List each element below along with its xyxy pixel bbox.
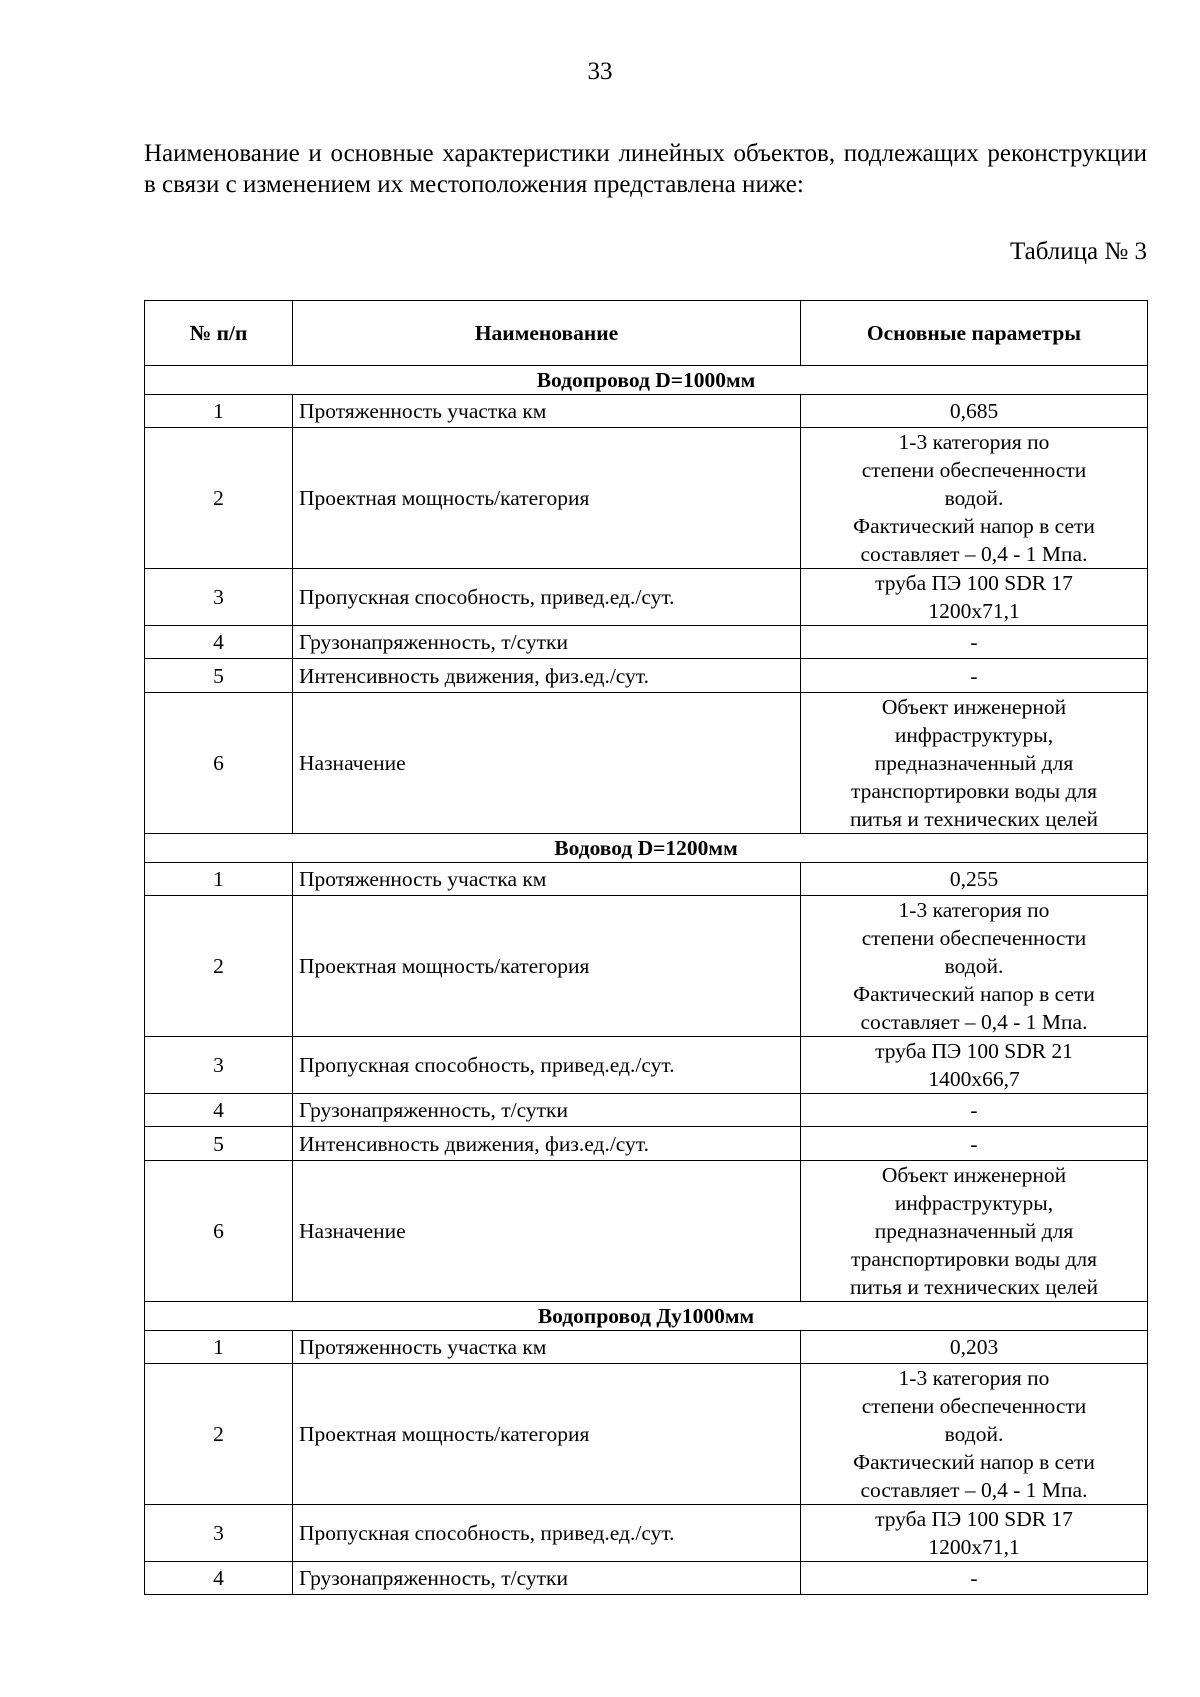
param-line: Фактический напор в сети: [853, 1450, 1095, 1474]
row-name: Пропускная способность, привед.ед./сут.: [293, 1037, 801, 1094]
param-line: Объект инженерной: [881, 1163, 1067, 1187]
row-params: [801, 896, 1148, 1037]
row-name: Проектная мощность/категория: [293, 896, 801, 1037]
param-line: инфраструктуры,: [894, 723, 1054, 747]
row-params: [801, 395, 1148, 428]
param-line: транспортировки воды для: [850, 1247, 1098, 1271]
row-params: [801, 863, 1148, 896]
characteristics-table: [144, 300, 1148, 1595]
row-name: Протяженность участка км: [293, 395, 801, 428]
param-line: степени обеспеченности: [861, 458, 1087, 482]
row-number: 4: [145, 1562, 293, 1595]
section-title: Водопровод D=1000мм: [145, 366, 1148, 395]
param-line: степени обеспеченности: [861, 1394, 1087, 1418]
row-params: [801, 1127, 1148, 1161]
row-number: 3: [145, 1037, 293, 1094]
param-line: труба ПЭ 100 SDR 21: [875, 1039, 1073, 1063]
param-line: инфраструктуры,: [894, 1191, 1054, 1215]
row-params: [801, 569, 1148, 626]
section-row: [145, 1302, 1148, 1331]
table-row: [145, 1037, 1148, 1094]
row-number: 3: [145, 569, 293, 626]
param-line: питья и технических целей: [849, 807, 1099, 831]
param-line: водой.: [944, 1422, 1004, 1446]
intro-paragraph: Наименование и основные характеристики линейных объектов, подлежащих реконструкции в связи с изменением их местоположения представлена ниже:: [144, 140, 1147, 198]
row-name: Грузонапряженность, т/сутки: [293, 626, 801, 659]
row-name: Протяженность участка км: [293, 1331, 801, 1364]
param-line: Объект инженерной: [881, 695, 1067, 719]
table-row: [145, 693, 1148, 834]
row-number: 2: [145, 428, 293, 569]
param-line: питья и технических целей: [849, 1275, 1099, 1299]
param-line: труба ПЭ 100 SDR 17: [875, 1507, 1073, 1531]
row-number: 2: [145, 1364, 293, 1505]
row-number: 4: [145, 626, 293, 659]
table-caption: Таблица № 3: [1009, 238, 1147, 265]
table-row: [145, 896, 1148, 1037]
row-number: 2: [145, 896, 293, 1037]
row-name: Грузонапряженность, т/сутки: [293, 1562, 801, 1595]
row-name: Интенсивность движения, физ.ед./сут.: [293, 659, 801, 693]
row-name: Грузонапряженность, т/сутки: [293, 1094, 801, 1127]
param-line: 1-3 категория по: [898, 898, 1050, 922]
row-name: Проектная мощность/категория: [293, 1364, 801, 1505]
row-name: Интенсивность движения, физ.ед./сут.: [293, 1127, 801, 1161]
param-line: 1200х71,1: [928, 1535, 1020, 1559]
param-line: транспортировки воды для: [850, 779, 1098, 803]
header-num: № п/п: [145, 301, 293, 366]
table-row: [145, 659, 1148, 693]
table-row: [145, 428, 1148, 569]
row-number: 6: [145, 1161, 293, 1302]
row-params: [801, 428, 1148, 569]
param-line: водой.: [944, 954, 1004, 978]
row-name: Проектная мощность/категория: [293, 428, 801, 569]
row-params: [801, 626, 1148, 659]
param-line: -: [970, 663, 978, 688]
row-name: Пропускная способность, привед.ед./сут.: [293, 1505, 801, 1562]
section-title: Водопровод Ду1000мм: [145, 1302, 1148, 1331]
param-line: составляет – 0,4 - 1 Мпа.: [860, 1478, 1088, 1502]
param-line: 1400х66,7: [928, 1067, 1020, 1091]
section-row: [145, 366, 1148, 395]
section-title: Водовод D=1200мм: [145, 834, 1148, 863]
row-params: [801, 1562, 1148, 1595]
param-line: Фактический напор в сети: [853, 514, 1095, 538]
table-row: [145, 626, 1148, 659]
row-name: Протяженность участка км: [293, 863, 801, 896]
row-number: 1: [145, 395, 293, 428]
row-name: Пропускная способность, привед.ед./сут.: [293, 569, 801, 626]
row-number: 1: [145, 1331, 293, 1364]
table-body: [145, 366, 1148, 1595]
row-number: 4: [145, 1094, 293, 1127]
param-line: 0,685: [949, 399, 999, 423]
param-line: водой.: [944, 486, 1004, 510]
row-number: 5: [145, 659, 293, 693]
row-number: 3: [145, 1505, 293, 1562]
param-line: -: [970, 630, 978, 654]
row-params: [801, 1094, 1148, 1127]
param-line: 0,203: [949, 1335, 999, 1359]
row-params: [801, 659, 1148, 693]
param-line: труба ПЭ 100 SDR 17: [875, 571, 1073, 595]
param-line: 1-3 категория по: [898, 1366, 1050, 1390]
row-name: Назначение: [293, 693, 801, 834]
param-line: 1-3 категория по: [898, 430, 1050, 454]
param-line: составляет – 0,4 - 1 Мпа.: [860, 542, 1088, 566]
param-line: Фактический напор в сети: [853, 982, 1095, 1006]
row-params: [801, 693, 1148, 834]
table-row: [145, 1127, 1148, 1161]
row-params: [801, 1331, 1148, 1364]
row-number: 1: [145, 863, 293, 896]
param-line: -: [970, 1131, 978, 1156]
param-line: предназначенный для: [874, 751, 1074, 775]
param-line: 0,255: [949, 867, 999, 891]
table-row: [145, 1505, 1148, 1562]
param-line: 1200х71,1: [928, 599, 1020, 623]
param-line: -: [970, 1098, 978, 1122]
param-line: предназначенный для: [874, 1219, 1074, 1243]
section-row: [145, 834, 1148, 863]
table-row: [145, 863, 1148, 896]
param-line: степени обеспеченности: [861, 926, 1087, 950]
row-number: 6: [145, 693, 293, 834]
param-line: -: [970, 1566, 978, 1590]
table-row: [145, 569, 1148, 626]
row-number: 5: [145, 1127, 293, 1161]
row-params: [801, 1364, 1148, 1505]
row-params: [801, 1505, 1148, 1562]
row-name: Назначение: [293, 1161, 801, 1302]
table-row: [145, 1364, 1148, 1505]
header-params: Основные параметры: [801, 301, 1148, 366]
table-row: [145, 1161, 1148, 1302]
param-line: составляет – 0,4 - 1 Мпа.: [860, 1010, 1088, 1034]
table-row: [145, 1331, 1148, 1364]
row-params: [801, 1037, 1148, 1094]
table-header-row: [145, 301, 1148, 366]
table-row: [145, 395, 1148, 428]
table-row: [145, 1562, 1148, 1595]
table-row: [145, 1094, 1148, 1127]
page-number: 33: [587, 58, 613, 85]
row-params: [801, 1161, 1148, 1302]
header-name: Наименование: [293, 301, 801, 366]
